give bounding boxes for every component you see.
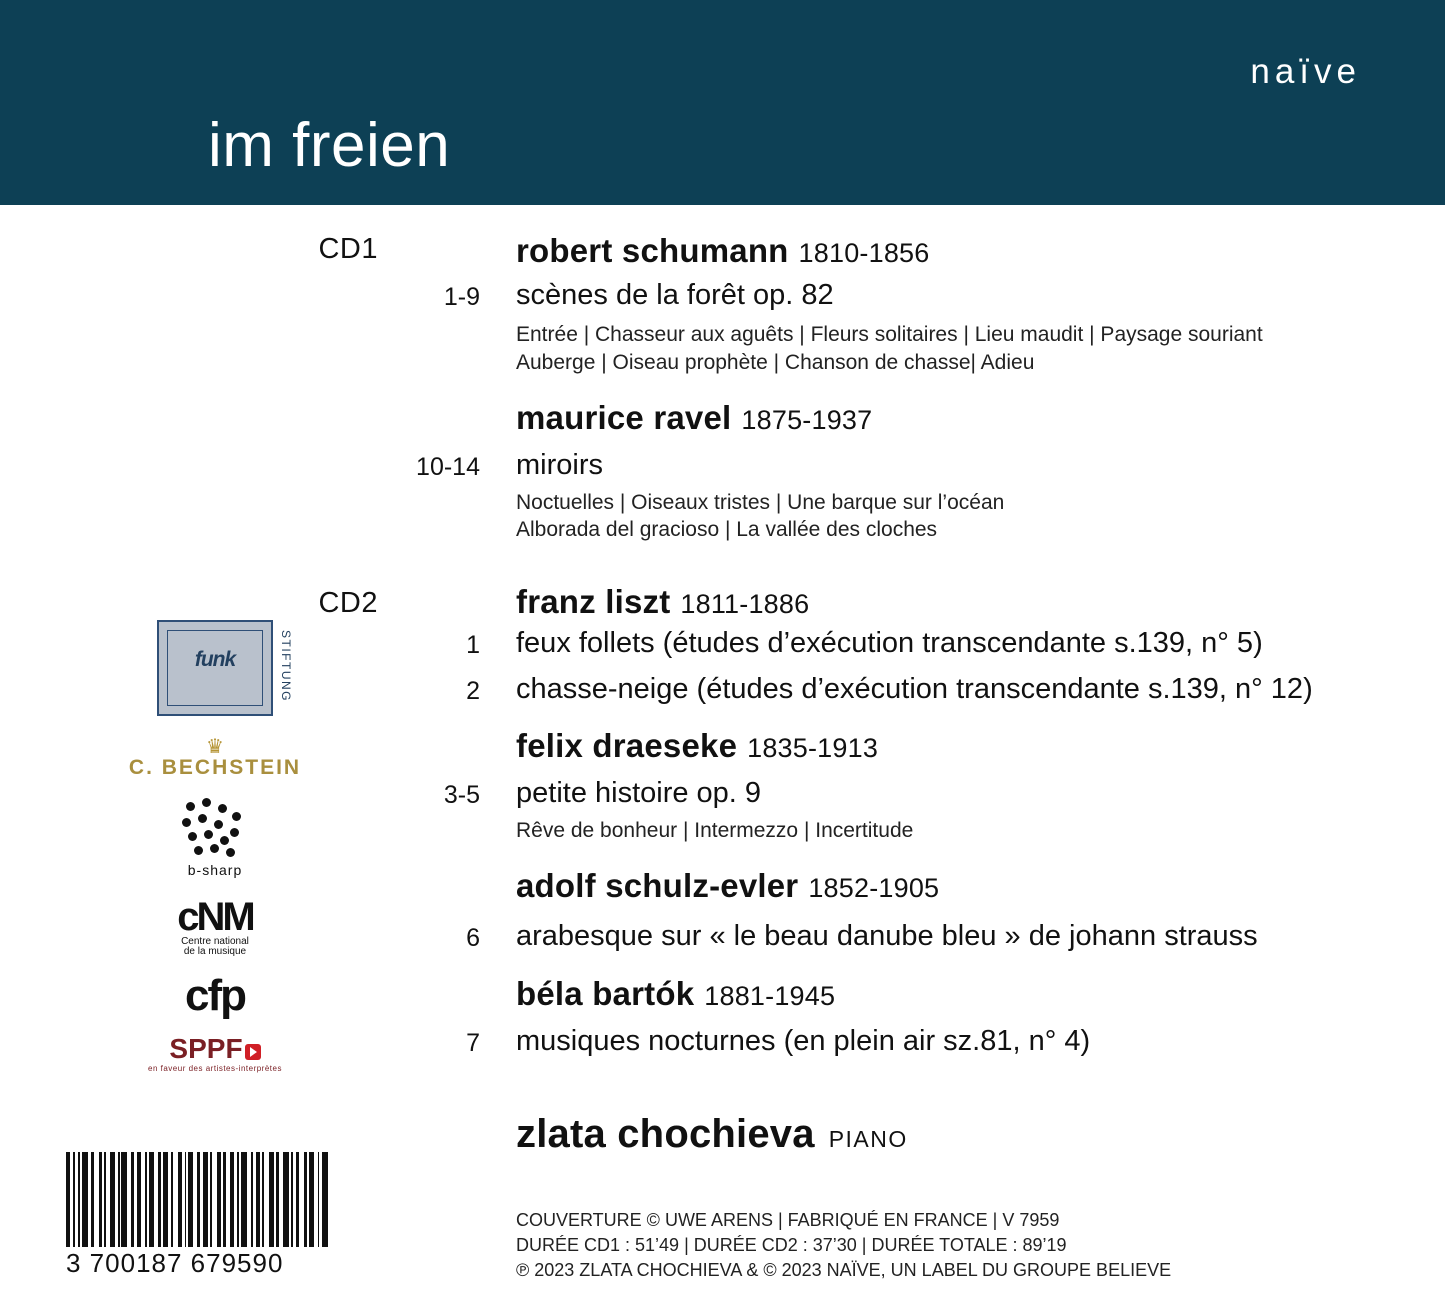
bsharp-wordmark: b-sharp [187,862,243,878]
barcode-number: 3 700187 679590 [66,1248,284,1278]
cfp-wordmark: cfp [185,971,245,1020]
funk-stiftung-logo [100,620,330,716]
composer-schulz-evler [516,867,939,905]
credits [516,1208,1171,1283]
track-numbers-3-5: 3-5 [443,781,480,809]
sppf-subtitle: en faveur des artistes-interprètes [148,1064,282,1073]
sponsor-logo-column [100,620,330,1087]
sppf-logo [100,1034,330,1073]
track-numbers-10-14: 10-14 [416,453,480,481]
work-feux-follets: feux follets (études d’exécution transcendante s.139, n° 5) [516,627,1263,659]
play-icon [245,1044,261,1060]
performer [516,1112,908,1157]
composer-ravel-name: maurice ravel [516,399,732,436]
track-number-1: 1 [466,631,480,659]
composer-bartok [516,975,835,1013]
track-numbers-1-9: 1-9 [443,283,480,311]
cnm-subtitle-line1: Centre national [181,936,249,947]
composer-draeseke-name: felix draeseke [516,727,738,764]
cfp-logo [100,972,330,1020]
naive-label-logo: naïve [1250,52,1361,91]
composer-schumann [516,232,929,270]
composer-liszt [516,583,809,621]
bechstein-wordmark: C. BECHSTEIN [128,756,302,779]
movements-ravel-line1: Noctuelles | Oiseaux tristes | Une barque sur l’océan [516,491,1005,514]
sppf-wordmark: SPPF [169,1033,243,1064]
performer-name: zlata chochieva [516,1112,815,1156]
credits-line-2: DURÉE CD1 : 51’49 | DURÉE CD2 : 37’30 | DURÉE TOTALE : 89’19 [516,1235,1067,1255]
work-miroirs: miroirs [516,449,603,481]
funk-logo-stiftung-text: STIFTUNG [279,630,293,702]
movements-draeseke-line1: Rêve de bonheur | Intermezzo | Incertitude [516,819,914,842]
cnm-subtitle-line2: de la musique [183,946,247,957]
album-title: im freien [208,111,451,180]
disc-label-cd1: CD1 [318,233,378,265]
composer-liszt-name: franz liszt [516,583,671,620]
crown-icon: ♛ [206,736,224,758]
credits-line-3: ℗ 2023 ZLATA CHOCHIEVA & © 2023 NAÏVE, UN LABEL DU GROUPE BELIEVE [516,1260,1172,1280]
composer-liszt-dates: 1811-1886 [680,589,810,619]
track-number-6: 6 [466,924,480,952]
composer-bartok-name: béla bartók [516,975,695,1012]
funk-logo-mark [157,620,293,716]
barcode-bars [66,1152,328,1247]
barcode [66,1152,328,1279]
track-number-7: 7 [466,1029,480,1057]
movements-schumann-line1: Entrée | Chasseur aux aguêts | Fleurs solitaires | Lieu maudit | Paysage souriant [516,323,1263,346]
composer-schumann-name: robert schumann [516,232,789,269]
cnm-logo [100,896,330,958]
bechstein-logo [100,738,330,780]
sppf-wordmark-row [169,1034,260,1064]
bsharp-logo [100,798,330,878]
funk-logo-wordmark: funk [194,648,236,671]
composer-ravel-dates: 1875-1937 [741,405,873,435]
disc-label-cd2: CD2 [318,587,378,619]
cnm-mark: cNM [177,895,253,939]
composer-schulz-evler-dates: 1852-1905 [808,873,940,903]
work-petite-histoire: petite histoire op. 9 [516,777,762,809]
credits-line-1: COUVERTURE © UWE ARENS | FABRIQUÉ EN FRANCE | V 7959 [516,1210,1060,1230]
composer-draeseke-dates: 1835-1913 [747,733,879,763]
movements-ravel-line2: Alborada del gracioso | La vallée des cloches [516,518,938,541]
work-scenes-de-la-foret: scènes de la forêt op. 82 [516,279,834,311]
performer-instrument: PIANO [828,1126,908,1152]
movements-schumann-line2: Auberge | Oiseau prophète | Chanson de chasse| Adieu [516,351,1035,374]
work-musiques-nocturnes: musiques nocturnes (en plein air sz.81, n° 4) [516,1025,1091,1057]
composer-schulz-evler-name: adolf schulz-evler [516,867,799,904]
composer-bartok-dates: 1881-1945 [704,981,836,1011]
composer-ravel [516,399,872,437]
track-number-2: 2 [466,677,480,705]
work-arabesque-danube: arabesque sur « le beau danube bleu » de johann strauss [516,920,1258,952]
work-chasse-neige: chasse-neige (études d’exécution transcendante s.139, n° 12) [516,673,1313,705]
bsharp-dots-icon [180,798,250,860]
composer-schumann-dates: 1810-1856 [798,238,930,268]
composer-draeseke [516,727,878,765]
